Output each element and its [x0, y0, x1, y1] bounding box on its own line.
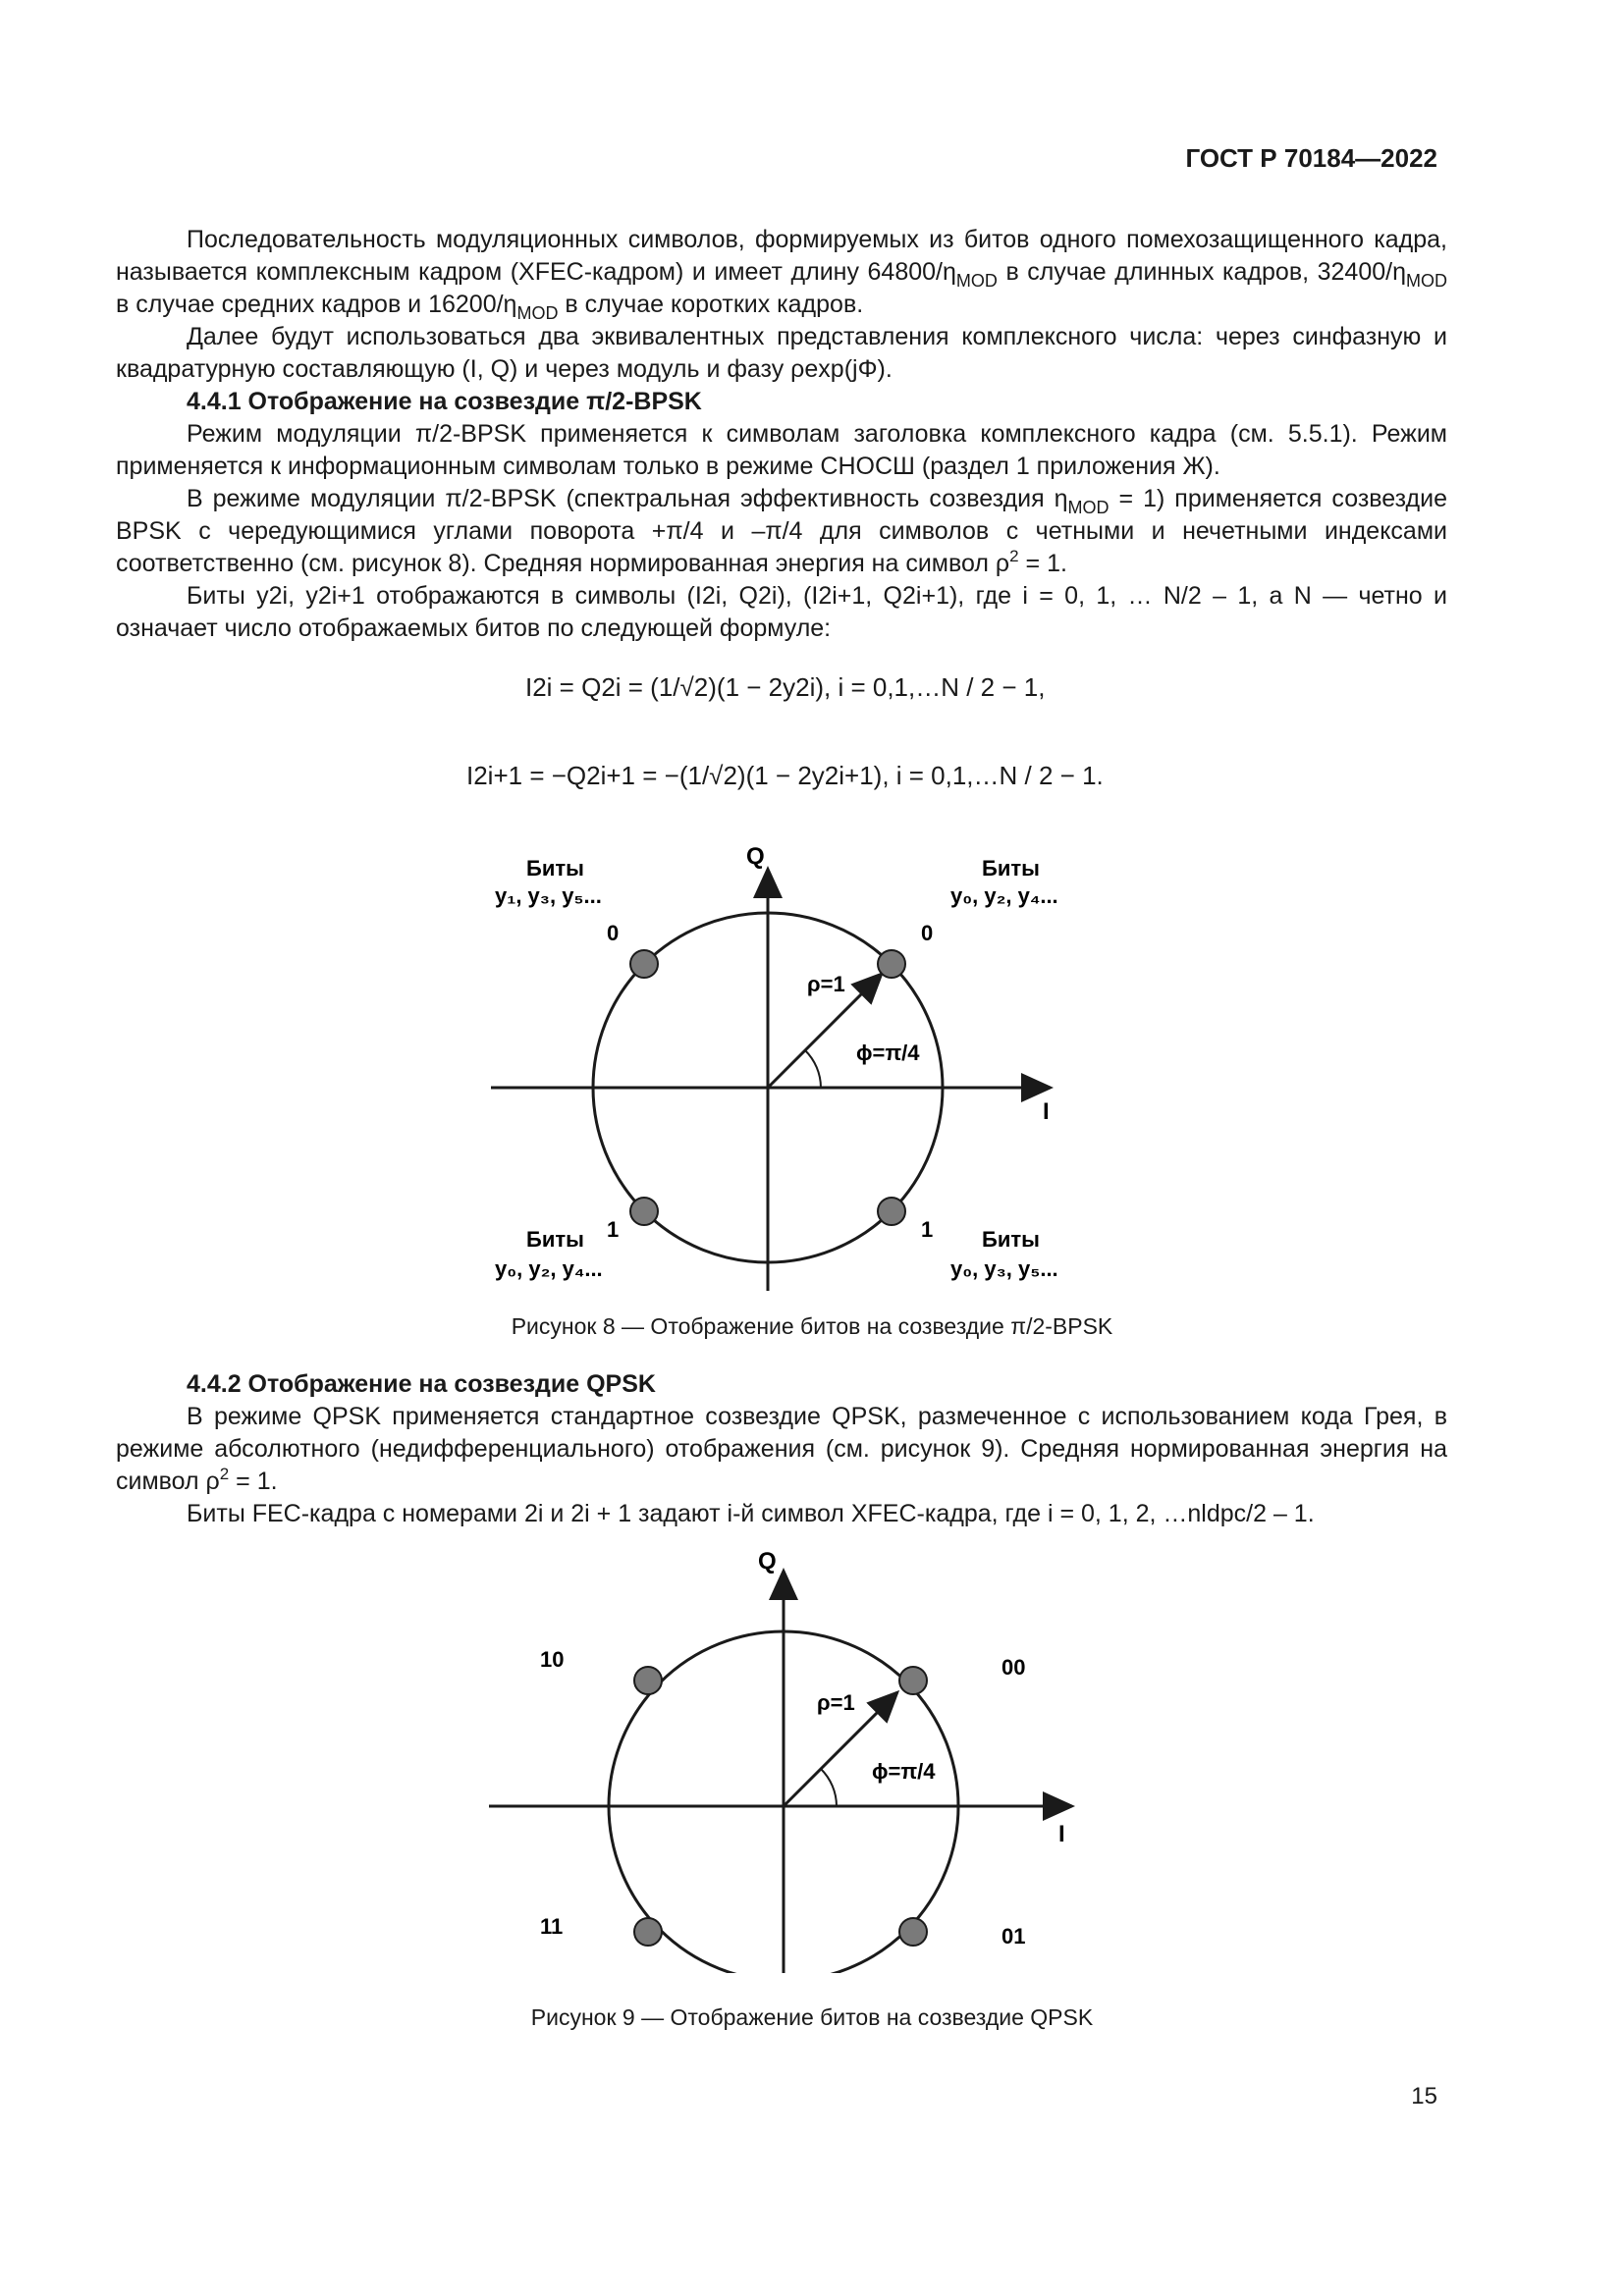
- constellation-point-01: [899, 1918, 927, 1946]
- document-header: ГОСТ Р 70184—2022: [1185, 143, 1437, 173]
- constellation-point-bottom-right: [878, 1198, 905, 1225]
- br-title: Биты: [982, 1227, 1040, 1252]
- section-441-paragraph-1: Режим модуляции π/2-BPSK применяется к символам заголовка комплексного кадра (см. 5.5.1). Режим применяется к информационным символам только в режиме СНОСШ (раздел 1 приложения Ж).: [116, 420, 1447, 480]
- phi-label: ϕ=π/4: [856, 1041, 920, 1065]
- axis-i-label: I: [1043, 1098, 1050, 1125]
- phi-arc: [805, 1050, 821, 1088]
- label-00: 00: [1001, 1655, 1026, 1680]
- section-441-paragraph-2: В режиме модуляции π/2-BPSK (спектральная эффективность созвездия $\eta_{MOD} = 1$) применяется созвездие BPSK с чередующимися углами поворота +π/4 и –π/4 для символов с четными и нечетными индексами соответственно (см. рисунок 8). Средняя нормированная энергия на символ $\rho^2 = 1$.: [116, 485, 1448, 577]
- constellation-point-bottom-left: [630, 1198, 658, 1225]
- section-441-title: 4.4.1 Отображение на созвездие π/2-BPSK: [187, 388, 702, 415]
- tl-value: 0: [607, 921, 620, 945]
- br-value: 1: [921, 1217, 934, 1242]
- phi-arc: [821, 1769, 837, 1806]
- figure-8-diagram: [471, 834, 1080, 1306]
- intro-paragraph-1: Последовательность модуляционных символов, формируемых из битов одного помехозащищенного кадра, называется комплексным кадром (XFEC-кадром) и имеет длину $64800/\eta_{MOD}$ в случае длинных кадров, $32400/\eta_{MOD}$ в случае средних кадров и $16200/\eta_{MOD}$ в случае коротких кадров.: [116, 226, 1447, 323]
- section-442-block: [116, 1368, 1447, 1530]
- rho-label: ρ=1: [807, 972, 845, 996]
- tr-value: 0: [921, 921, 934, 945]
- label-10: 10: [540, 1647, 565, 1672]
- bl-title: Биты: [526, 1227, 584, 1252]
- figure-9-caption: Рисунок 9 — Отображение битов на созвездие QPSK: [530, 2004, 1094, 2030]
- tr-bits: y₀, y₂, y₄...: [950, 883, 1058, 908]
- axis-q-label: Q: [758, 1548, 777, 1575]
- figure-8-caption: Рисунок 8 — Отображение битов на созвездие π/2-BPSK: [511, 1313, 1113, 1339]
- constellation-point-00: [899, 1667, 927, 1694]
- tr-title: Биты: [982, 856, 1040, 881]
- page-number: 15: [1411, 2083, 1437, 2109]
- section-442-paragraph-2: Биты FEC-кадра с номерами 2i и 2i + 1 задают i-й символ XFEC-кадра, где i = 0, 1, 2, …nldpc/2 – 1.: [187, 1500, 1315, 1527]
- tl-title: Биты: [526, 856, 584, 881]
- tl-bits: y₁, y₃, y₅...: [495, 883, 602, 908]
- constellation-point-11: [634, 1918, 662, 1946]
- section-442-paragraph-1: В режиме QPSK применяется стандартное созвездие QPSK, размеченное с использованием кода Грея, в режиме абсолютного (недифференциального) отображения (см. рисунок 9). Средняя нормированная энергия на символ $\rho^2 = 1$.: [116, 1403, 1447, 1495]
- bl-value: 1: [607, 1217, 620, 1242]
- figure-9-diagram: [471, 1541, 1080, 1973]
- intro-block: [116, 224, 1447, 645]
- bl-bits: y₀, y₂, y₄...: [495, 1256, 603, 1281]
- phi-label: ϕ=π/4: [872, 1759, 936, 1784]
- constellation-point-top-left: [630, 950, 658, 978]
- label-11: 11: [540, 1914, 564, 1939]
- constellation-point-top-right: [878, 950, 905, 978]
- axis-q-label: Q: [746, 843, 765, 870]
- formula-1: I2i = Q2i = (1/√2)(1 − 2y2i), i = 0,1,…N / 2 − 1,: [525, 672, 1046, 702]
- formula-2: I2i+1 = −Q2i+1 = −(1/√2)(1 − 2y2i+1), i = 0,1,…N / 2 − 1.: [466, 761, 1104, 790]
- rho-label: ρ=1: [817, 1690, 855, 1715]
- intro-paragraph-2: Далее будут использоваться два эквивалентных представления комплексного числа: через синфазную и квадратурную составляющую (I, Q) и через модуль и фазу ρexp(jΦ).: [116, 323, 1447, 383]
- label-01: 01: [1001, 1924, 1026, 1949]
- section-441-paragraph-3: Биты y2i, y2i+1 отображаются в символы (I2i, Q2i), (I2i+1, Q2i+1), где i = 0, 1, … N/2 – 1, а N — четно и означает число отображаемых битов по следующей формуле:: [116, 582, 1447, 642]
- constellation-point-10: [634, 1667, 662, 1694]
- axis-i-label: I: [1058, 1821, 1065, 1847]
- br-bits: y₀, y₃, y₅...: [950, 1256, 1058, 1281]
- section-442-title: 4.4.2 Отображение на созвездие QPSK: [187, 1370, 656, 1398]
